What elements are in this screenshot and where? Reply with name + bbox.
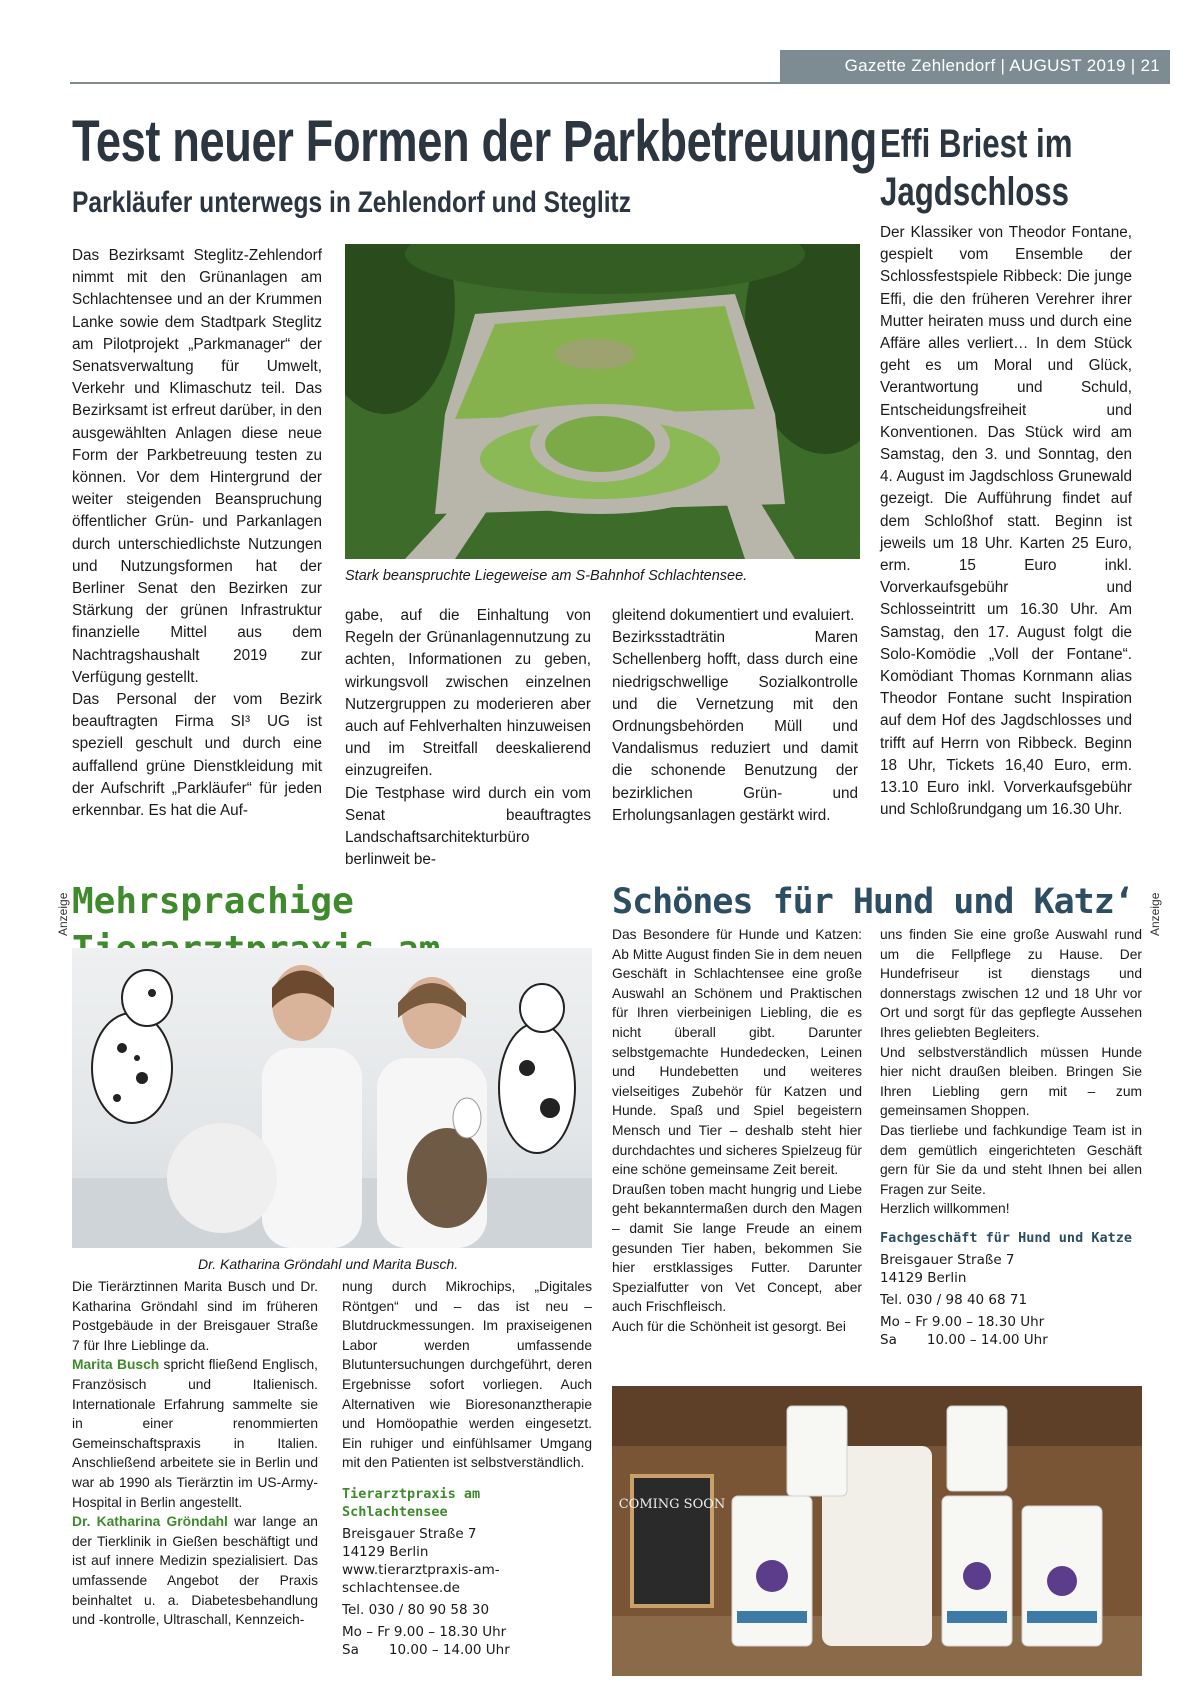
headline-park: Test neuer Formen der Parkbetreuung (72, 109, 878, 174)
park-aerial-illustration (345, 244, 860, 559)
tierarzt-website-link[interactable]: www.tierarztpraxis-am-schlachtensee.de (342, 1561, 500, 1596)
tierarzt-groendahl-paragraph (72, 1512, 318, 1630)
name-groendahl: Dr. Katharina Gröndahl (72, 1514, 228, 1530)
park-aerial-photo (345, 244, 860, 559)
sign-text: COMING SOON (618, 1497, 726, 1512)
hund-phone: Tel. 030 / 98 40 68 71 (880, 1291, 1028, 1308)
park-col-2 (345, 605, 591, 871)
tierarzt-intro: Die Tierärztinnen Marita Busch und Dr. Katharina Gröndahl sind im früheren Postgebäude in der Breisgauer Straße 7 für Ihre Lieblinge da. (72, 1279, 318, 1353)
cat-figure (499, 984, 575, 1153)
effi-body (880, 222, 1132, 821)
hund-col-2-p1: uns finden Sie eine große Auswahl rund um die Fellpflege zu Hause. Der Hundefriseur ist dienstags und donnerstags zwischen 12 und 18 Uhr vor Ort und sorgt für das gepflegte Aussehen Ihres geliebten Begleiters. (880, 927, 1142, 1040)
tierarzt-col-1 (72, 1277, 318, 1630)
park-col-3 (612, 605, 858, 827)
tierarzt-busch-paragraph (72, 1355, 318, 1512)
tierarzt-hours-weekday: Mo – Fr 9.00 – 18.30 Uhr (342, 1623, 507, 1640)
park-col-1-p2: Das Personal der vom Bezirk beauftragten Firma SI³ UG ist speziell geschult und durch eine auffallend grüne Dienstkleidung mit der Aufschrift „Parkläufer“ für jeden erkennbar. Es hat die Auf- (72, 691, 322, 820)
hund-col-2-p4: Herzlich willkommen! (880, 1201, 1010, 1217)
page-header: Gazette Zehlendorf | AUGUST 2019 | 21 (780, 50, 1170, 82)
tierarzt-busch-text: spricht fließend Englisch, Französisch und Italienisch. Internationale Erfahrung sammelte sie in einer renommierten Gemeinschaftspraxis in Italien. Anschließend arbeitete sie in Berlin und war ab 1990 als Tierärztin im US-Army-Hospital in Berlin angestellt. (72, 1357, 319, 1510)
ad-label-left: Anzeige (56, 892, 70, 936)
hund-hours-saturday: Sa 10.00 – 14.00 Uhr (880, 1331, 1048, 1348)
tierarzt-col-2-text: nung durch Mikrochips, „Digitales Röntgen“ und – das ist neu – Blutdruckmessungen. Im praxiseigenen Labor werden umfassende Blutuntersuchungen durchgeführt, deren Ergebnisse sofort vorliegen. Auch Alternativen wie Bioresonanztherapie und Homöopathie werden eingesetzt. Ein ruhiger und einfühlsamer Umgang mit den Patienten ist selbstverständlich. (342, 1279, 592, 1471)
shop-photo (612, 1386, 1142, 1676)
ad-hund-title: Schönes für Hund und Katz‘ (612, 882, 1134, 922)
tierarzt-hours-saturday: Sa 10.00 – 14.00 Uhr (342, 1641, 510, 1658)
chalkboard-sign (619, 1476, 726, 1606)
hund-col-2-p2: Und selbstverständlich müssen Hunde hier nicht draußen bleiben. Bringen Sie Ihren Liebling gern mit – zum gemeinsamen Shoppen. (880, 1044, 1142, 1119)
dalmatian-figure (92, 970, 172, 1123)
park-col-2-p2: Die Testphase wird durch ein vom Senat beauftragtes Landschaftsarchitekturbüro berlinweit be- (345, 784, 591, 869)
vets-photo-caption: Dr. Katharina Gröndahl und Marita Busch. (198, 1256, 459, 1272)
hund-col-1-p2: Draußen toben macht hungrig und Liebe geht bekanntermaßen durch den Magen – damit Sie lange Freude an einem gesunden Tier haben, bekommen Sie hier erstklassiges Futter. Darunter Spezialfutter von Vet Concept, aber auch Frischfleisch. (612, 1181, 862, 1315)
header-rule (70, 82, 1170, 84)
tierarzt-phone: Tel. 030 / 80 90 58 30 (342, 1601, 490, 1618)
park-photo-caption: Stark beanspruchte Liegeweise am S-Bahnhof Schlachtensee. (345, 568, 748, 584)
hund-col-2-p3: Das tierliebe und fachkundige Team ist in dem gemütlich eingerichteten Geschäft gern für Sie da und steht Ihnen bei allen Fragen zur Seite. (880, 1122, 1142, 1197)
ad-tierarzt-title: Mehrsprachige (72, 881, 354, 922)
headline-effi: Effi Briest im Jagdschloss (880, 122, 1073, 214)
tierarzt-street: Breisgauer Straße 7 (342, 1525, 477, 1542)
park-col-1-p1: Das Bezirksamt Steglitz-Zehlendorf nimmt mit den Grünanlagen am Schlachtensee und an der Krummen Lanke sowie dem Stadtpark Steglitz am Pilotprojekt „Parkmanager“ der Senatsverwaltung für Umwelt, Verkehr und Klimaschutz teil. Das Bezirksamt ist erfreut darüber, in den ausgewählten Anlagen diese neue Form der Parkbetreuung testen zu können. Vor dem Hintergrund der weiter steigenden Beanspruchung öffentlicher Grün- und Parkanlagen durch unterschiedlichste Nutzungen und Nutzungsformen hat der Berliner Senat den Bezirken zur Stärkung der grünen Infrastruktur finanzielle Mittel aus dem Nachtragshaushalt 2019 zur Verfügung gestellt. (72, 247, 322, 686)
hund-col-1-p1: Das Besondere für Hunde und Katzen: Ab Mitte August finden Sie in dem neuen Geschäft in Schlachtensee eine große Auswahl an Schönem und Praktischen für Ihren vierbeinigen Liebling, die es nicht überall gibt. Darunter selbstgemachte Hundedecken, Leinen und Hundebetten und weiteres vielseitiges Zubehör für Katzen und Hunde. Spaß und Spiel begeistern Mensch und Tier – deshalb steht hier durchdachtes und sicheres Spielzeug für eine schöne gemeinsame Zeit bereit. (612, 927, 862, 1178)
hund-street: Breisgauer Straße 7 (880, 1251, 1015, 1268)
hund-contact (880, 1229, 1142, 1349)
hund-col-1-p3: Auch für die Schönheit ist gesorgt. Bei (612, 1318, 846, 1334)
park-col-1 (72, 245, 322, 822)
tierarzt-col-2 (342, 1277, 592, 1659)
subheadline-park: Parkläufer unterwegs in Zehlendorf und Steglitz (72, 186, 632, 219)
vets-illustration (72, 948, 592, 1248)
hund-contact-name: Fachgeschäft für Hund und Katze (880, 1229, 1132, 1246)
effi-body-text: Der Klassiker von Theodor Fontane, gespielt vom Ensemble der Schlossfestspiele Ribbeck: Die junge Effi, die den früheren Verehrer ihrer Mutter heiraten muss und durch eine Affäre alles verliert… In dem Stück geht es um Moral und Glück, Verantwortung und Schuld, Entscheidungsfreiheit und Konventionen. Das Stück wird am Samstag, den 3. und Sonntag, den 4. August im Jagdschloss Grunewald gezeigt. Die Aufführung findet auf dem Schloßhof statt. Beginn ist jeweils um 18 Uhr. Karten 25 Euro, erm. 15 Euro inkl. Vorverkaufsgebühr und Schlosseintritt um 16.30 Uhr. Am Samstag, den 17. August folgt die Solo-Komödie „Voll der Fontane“. Komödiant Thomas Kornmann alias Theodor Fontane sucht Inspiration auf dem Hof des Jagdschlosses und trifft auf Herrn von Ribbeck. Beginn 18 Uhr, Tickets 16,40 Euro, erm. 13.10 Euro inkl. Vorverkaufsgebühr und Schloßrundgang um 16.30 Uhr. (880, 224, 1132, 819)
tierarzt-groendahl-text: war lange an der Tierklinik in Gießen beschäftigt und ist auf innere Medizin spezialisiert. Das umfassende Angebot der Praxis beinhaltet u. a. Diabetesbehandlung und -kontrolle, Ultraschall, Kennzeich- (72, 1514, 318, 1628)
tierarzt-contact (342, 1485, 592, 1659)
park-col-3-p1: gleitend dokumentiert und evaluiert. (612, 607, 855, 624)
tierarzt-contact-name: Tierarztpraxis am Schlachtensee (342, 1485, 481, 1520)
hund-city: 14129 Berlin (880, 1269, 967, 1286)
ad-label-right: Anzeige (1148, 892, 1162, 936)
hund-hours-weekday: Mo – Fr 9.00 – 18.30 Uhr (880, 1313, 1045, 1330)
hund-col-2 (880, 925, 1142, 1349)
vets-photo (72, 948, 592, 1248)
park-col-3-p2: Bezirksstadträtin Maren Schellenberg hofft, dass durch eine niedrigschwellige Sozialkontrolle und die Vernetzung mit den Ordnungsbehörden Müll und Vandalismus reduziert und damit die schonende Benutzung der bezirklichen Grün- und Erholungsanlagen gestärkt wird. (612, 629, 858, 824)
shop-illustration (612, 1386, 1142, 1676)
hund-col-1 (612, 925, 862, 1336)
park-col-2-p1: gabe, auf die Einhaltung von Regeln der Grünanlagennutzung zu achten, Informationen zu geben, wirkungsvoll zwischen einzelnen Nutzergruppen zu moderieren aber auch auf Fehlverhalten hinzuweisen und im Streitfall deeskalierend einzugreifen. (345, 607, 591, 780)
name-busch: Marita Busch (72, 1357, 160, 1373)
tierarzt-city: 14129 Berlin (342, 1543, 429, 1560)
